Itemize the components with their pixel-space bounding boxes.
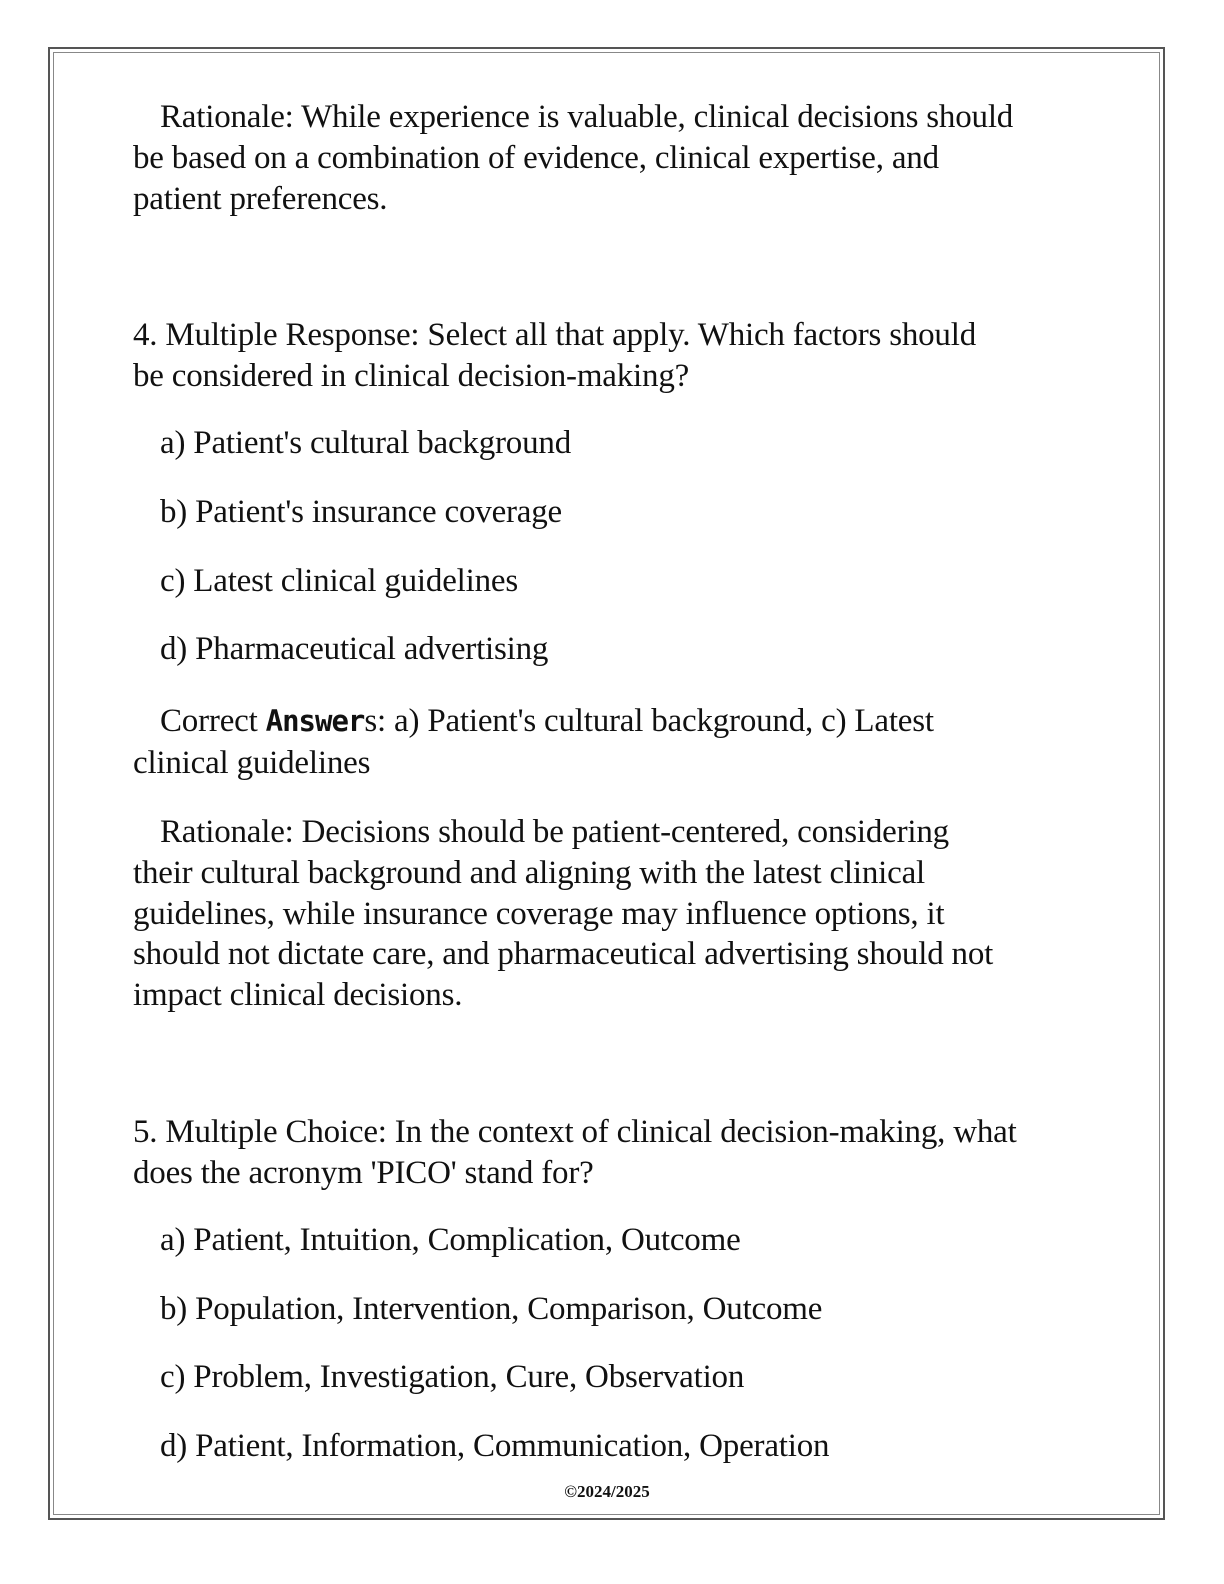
rationale-3-line-3: patient preferences. bbox=[133, 181, 388, 217]
question-4-option-d: d) Pharmaceutical advertising bbox=[160, 631, 549, 667]
rationale-3-line-1: Rationale: While experience is valuable, clinical decisions should bbox=[160, 99, 1014, 135]
question-4-option-c: c) Latest clinical guidelines bbox=[160, 563, 518, 599]
question-5-option-d: d) Patient, Information, Communication, Operation bbox=[160, 1428, 830, 1464]
question-5-stem-line-2: does the acronym 'PICO' stand for? bbox=[133, 1155, 594, 1191]
question-4-rationale-line-1: Rationale: Decisions should be patient-centered, considering bbox=[160, 814, 949, 850]
question-4-option-a: a) Patient's cultural background bbox=[160, 425, 571, 461]
question-5-stem-line-1: 5. Multiple Choice: In the context of clinical decision-making, what bbox=[133, 1114, 1017, 1150]
correct-answer-prefix: Correct bbox=[160, 703, 266, 739]
question-5-option-b: b) Population, Intervention, Comparison, Outcome bbox=[160, 1291, 823, 1327]
question-4-stem-line-2: be considered in clinical decision-making? bbox=[133, 358, 690, 394]
question-4-stem-line-1: 4. Multiple Response: Select all that apply. Which factors should bbox=[133, 317, 977, 353]
question-4-rationale-line-5: impact clinical decisions. bbox=[133, 977, 463, 1013]
question-4-rationale-line-3: guidelines, while insurance coverage may influence options, it bbox=[133, 896, 945, 932]
question-5-option-c: c) Problem, Investigation, Cure, Observation bbox=[160, 1359, 745, 1395]
question-5-option-a: a) Patient, Intuition, Complication, Outcome bbox=[160, 1222, 741, 1258]
copyright-footer: ©2024/2025 bbox=[564, 1482, 650, 1501]
question-4-correct-answer-line-2: clinical guidelines bbox=[133, 745, 371, 781]
question-4-rationale-line-4: should not dictate care, and pharmaceutical advertising should not bbox=[133, 936, 994, 972]
question-4-option-b: b) Patient's insurance coverage bbox=[160, 494, 562, 530]
rationale-3-line-2: be based on a combination of evidence, clinical expertise, and bbox=[133, 140, 939, 176]
correct-answer-word: Answer bbox=[265, 704, 365, 738]
question-4-correct-answer-line-1 bbox=[160, 701, 934, 742]
question-4-rationale-line-2: their cultural background and aligning with the latest clinical bbox=[133, 855, 925, 891]
correct-answer-suffix: s: a) Patient's cultural background, c) Latest bbox=[364, 703, 934, 739]
